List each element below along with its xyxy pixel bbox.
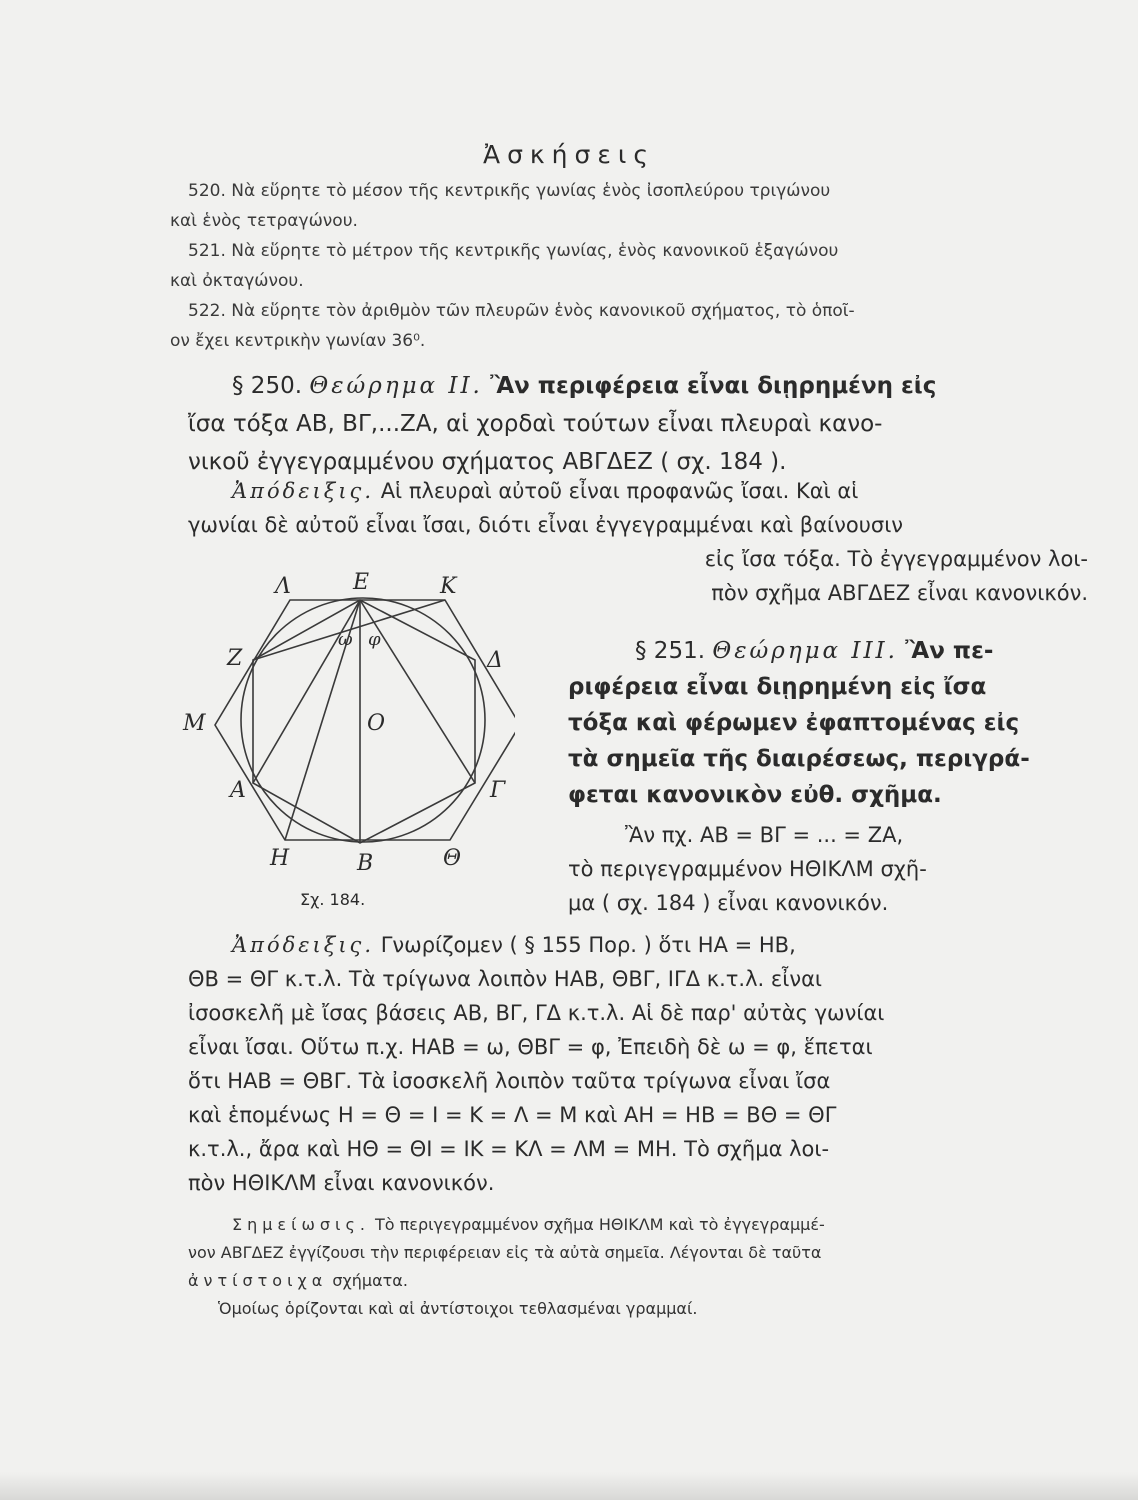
remark-text: Τὸ περιγεγραμμένον σχῆμα ΗΘΙΚΛΜ καὶ τὸ ἐγγεγραμμέ- [375,1215,825,1234]
remark-emphasis: ἀντίστοιχα [188,1271,328,1290]
section-number: § 251. [635,638,706,664]
remark-line4: Ὁμοίως ὁρίζονται καὶ αἱ ἀντίστοιχοι τεθλασμέναι γραμμαί. [218,1299,698,1318]
proof-1 [232,474,1092,508]
label-beta: Β [357,851,374,876]
theorem-3 [635,632,1090,670]
proof-label: Ἀπόδειξις. [232,933,374,957]
remark-line3 [188,1268,1093,1294]
exercise-line: καὶ ἑνὸς τετραγώνου. [170,211,358,231]
figure-caption: Σχ. 184. [300,890,366,909]
statement-line1: Ἂν πχ. ΑΒ = ΒΓ = ... = ΖΑ, [625,823,904,847]
proof-2-line5: ὅτι ΗΑΒ = ΘΒΓ. Τὰ ἰσοσκελῆ λοιπὸν ταῦτα τρίγωνα εἶναι ἴσα [188,1069,831,1093]
theorem-2-line3: νικοῦ ἐγγεγραμμένου σχήματος ΑΒΓΔΕΖ ( σχ. 184 ). [188,449,787,475]
proof-2-line3: ἰσοσκελῆ μὲ ἴσας βάσεις ΑΒ, ΒΓ, ΓΔ κ.τ.λ. Αἱ δὲ παρ' αὐτὰς γωνίαι [188,1001,885,1025]
proof-1-line2: γωνίαι δὲ αὐτοῦ εἶναι ἴσαι, διότι εἶναι ἐγγεγραμμέναι καὶ βαίνουσιν [188,513,904,537]
page-bottom-edge [0,1472,1138,1500]
proof-2-line6: καὶ ἑπομένως Η = Θ = Ι = Κ = Λ = Μ καὶ ΑΗ = ΗΒ = ΒΘ = ΘΓ [188,1103,837,1127]
label-kappa: Κ [440,574,457,599]
theorem-label: Θεώρημα II. [309,373,483,399]
theorem-2 [232,367,1092,405]
label-eta: Η [270,846,290,871]
chord-eg [360,600,475,783]
theorem-label: Θεώρημα III. [712,638,898,664]
label-zeta: Ζ [227,646,243,671]
inscribed-hexagon [253,600,475,843]
remark-line2: νον ΑΒΓΔΕΖ ἐγγίζουσι τὴν περιφέρειαν εἰς τὰ αὐτὰ σημεῖα. Λέγονται δὲ ταῦτα [188,1243,822,1262]
section-number: § 250. [232,373,303,399]
label-mu: Μ [183,711,206,736]
label-gamma: Γ [490,778,506,803]
theorem-3-line5: φεται κανονικὸν εὐθ. σχῆμα. [568,782,942,808]
exercise-520 [170,176,1088,236]
proof-2-line7: κ.τ.λ., ἄρα καὶ ΗΘ = ΘΙ = ΙΚ = ΚΛ = ΛΜ = ΜΗ. Τὸ σχῆμα λοι- [188,1137,830,1161]
theorem-3-line3: τόξα καὶ φέρωμεν ἐφαπτομένας εἰς [568,710,1020,736]
theorem-2-line2: ἴσα τόξα ΑΒ, ΒΓ,...ΖΑ, αἱ χορδαὶ τούτων εἶναι πλευραὶ κανο- [188,411,883,437]
proof-label: Ἀπόδειξις. [232,479,374,503]
remark [232,1212,1092,1238]
exercise-line: 521. Νὰ εὕρητε τὸ μέτρον τῆς κεντρικῆς γωνίας, ἑνὸς κανονικοῦ ἑξαγώνου [188,241,839,261]
label-epsilon: Ε [353,570,370,595]
proof-2-line4: εἶναι ἴσαι. Οὕτω π.χ. ΗΑΒ = ω, ΘΒΓ = φ, Ἐπειδὴ δὲ ω = φ, ἕπεται [188,1035,873,1059]
statement-line2: τὸ περιγεγραμμένον ΗΘΙΚΛΜ σχῆ- [568,857,927,881]
exercise-line: ον ἔχει κεντρικὴν γωνίαν 36⁰. [170,331,426,351]
theorem-3-line4: τὰ σημεῖα τῆς διαιρέσεως, περιγρά- [568,746,1030,772]
proof-1-line3: εἰς ἴσα τόξα. Τὸ ἐγγεγραμμένον λοι- [704,547,1088,571]
theorem-text: Ἂν περιφέρεια εἶναι διῃρημένη εἰς [490,373,937,399]
theorem-text: Ἂν πε- [905,638,994,664]
label-theta: Θ [443,846,462,871]
proof-2-line2: ΘΒ = ΘΓ κ.τ.λ. Τὰ τρίγωνα λοιπὸν ΗΑΒ, ΘΒΓ, ΙΓΔ κ.τ.λ. εἶναι [188,967,823,991]
proof-text: Γνωρίζομεν ( § 155 Πορ. ) ὅτι ΗΑ = ΗΒ, [380,933,796,957]
exercise-line: 520. Νὰ εὕρητε τὸ μέσον τῆς κεντρικῆς γωνίας ἑνὸς ἰσοπλεύρου τριγώνου [188,181,831,201]
exercise-line: 522. Νὰ εὕρητε τὸν ἀριθμὸν τῶν πλευρῶν ἑνὸς κανονικοῦ σχήματος, τὸ ὁποῖ- [188,301,855,321]
label-delta: Δ [487,648,503,673]
proof-text: Αἱ πλευραὶ αὐτοῦ εἶναι προφανῶς ἴσαι. Καὶ αἱ [380,479,859,503]
exercise-line: καὶ ὀκταγώνου. [170,271,304,291]
proof-2-line8: πὸν ΗΘΙΚΛΜ εἶναι κανονικόν. [188,1171,495,1195]
label-omega: ω [338,629,353,650]
label-phi: φ [368,629,381,650]
label-lambda: Λ [275,574,291,599]
proof-1-line4: πὸν σχῆμα ΑΒΓΔΕΖ εἶναι κανονικόν. [711,581,1088,605]
label-omicron: Ο [367,711,386,736]
section-heading: Ἀσκήσεις [482,140,655,169]
circumcircle [241,598,485,842]
proof-2 [232,928,1092,962]
circumscribed-hexagon [215,600,515,840]
chord-ea [253,600,360,783]
remark-text: σχήματα. [332,1271,408,1290]
exercise-521 [170,236,1088,296]
figure-184 [175,565,515,885]
theorem-3-line2: ριφέρεια εἶναι διῃρημένη εἰς ἴσα [568,674,987,700]
exercise-522 [170,296,1088,356]
label-alpha: Α [230,778,246,803]
remark-label: Σημείωσις. [232,1215,370,1234]
statement-line3: μα ( σχ. 184 ) εἶναι κανονικόν. [568,891,889,915]
